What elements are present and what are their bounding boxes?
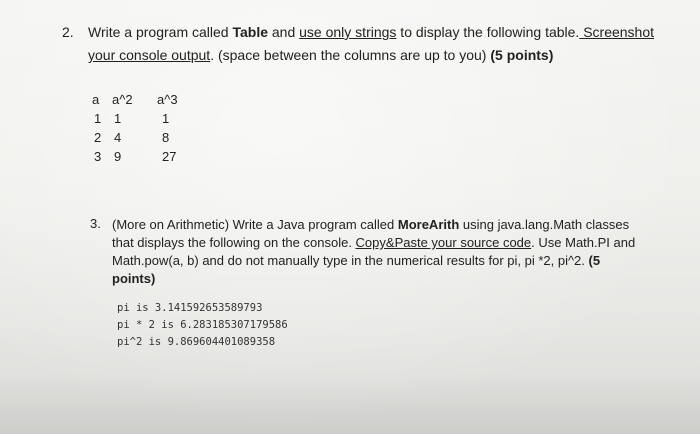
table-cell: 3 [94,149,102,164]
q2-text-a: Write a program called [88,24,233,40]
q2-text-d: . (space between the columns are up to you) [210,47,491,63]
q3-text-c: that displays the following on the console. [112,235,356,250]
table-header: a^3 [157,92,178,107]
paper-shadow [0,374,700,434]
q3-points-b: points) [112,271,156,286]
q2-text-c: to display the following table. [396,24,580,40]
table-cell: 1 [162,111,170,126]
table-header: a [92,92,100,107]
question-2-line-1 [88,24,654,40]
console-line: pi is 3.141592653589793 [117,302,263,314]
q2-console-output: your console output [88,47,211,63]
q2-program-name: Table [232,24,268,40]
q2-use-only-strings: use only strings [299,24,397,40]
console-line: pi^2 is 9.869604401089358 [117,336,276,348]
q2-screenshot: Screenshot [579,24,655,40]
q3-line-4 [112,270,635,288]
table-cell: 9 [114,149,122,164]
q2-points: (5 points) [490,47,554,63]
q3-text-b: using java.lang.Math classes [459,217,630,232]
table-cell: 1 [114,111,122,126]
console-line: pi * 2 is 6.283185307179586 [117,319,288,331]
table-cell: 8 [162,130,170,145]
table-cell: 27 [162,149,177,164]
question-2-number: 2. [62,24,74,40]
table-cell: 2 [94,130,102,145]
q3-program-name: MoreArith [397,217,460,232]
question-3-body [112,216,635,288]
q3-copy-paste: Copy&Paste your source code [355,235,532,250]
table-cell: 4 [114,130,122,145]
table-cell: 1 [94,111,102,126]
q3-text-a: (More on Arithmetic) Write a Java program called [112,217,398,232]
q3-points-a: (5 [588,253,601,268]
q3-text-e: Math.pow(a, b) and do not manually type in the numerical results for pi, pi *2, pi^2. [112,253,589,268]
question-3-number: 3. [90,216,101,231]
q3-line-1 [112,216,635,234]
question-2-line-2 [88,47,553,63]
q3-text-d: . Use Math.PI and [531,235,636,250]
table-header: a^2 [112,92,133,107]
console-output-sample [117,300,288,351]
q3-line-2 [112,234,635,252]
q2-text-b: and [268,24,300,40]
q3-line-3 [112,252,635,270]
